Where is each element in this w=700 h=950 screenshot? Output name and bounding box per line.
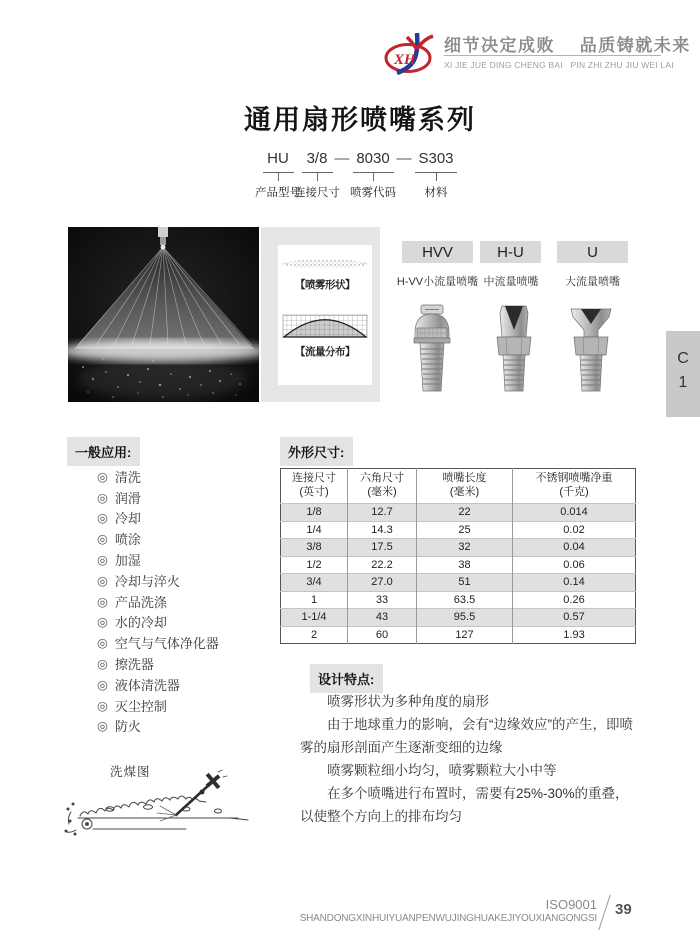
spray-info-card: [278, 245, 372, 385]
nozzle-desc-u: 大流量喷嘴: [565, 276, 620, 288]
page-number: 39: [615, 901, 632, 918]
header-slogan-pinyin: XI JIE JUE DING CHENG BAI PIN ZHI ZHU JIU WEI LAI: [444, 60, 674, 70]
list-item-label: 擦洗器: [114, 657, 154, 673]
list-item: [97, 653, 219, 674]
bullet-icon: ◎: [97, 553, 108, 568]
list-item-label: 加湿: [114, 553, 141, 569]
list-item: [97, 549, 219, 570]
table-row: 1-1/4 43 95.5 0.57: [281, 609, 636, 627]
code-connector-stem: [278, 172, 279, 181]
list-item-label: 清洗: [114, 469, 141, 485]
dimensions-heading: 外形尺寸:: [280, 437, 353, 466]
code-connector-stem: [317, 172, 318, 181]
list-item-label: 水的冷却: [114, 615, 167, 631]
list-item: [97, 695, 219, 716]
design-features-heading: 设计特点:: [310, 664, 383, 693]
applications-list: [97, 466, 219, 736]
table-row: 2 60 127 1.93: [281, 626, 636, 644]
table-row: 3/8 17.5 32 0.04: [281, 539, 636, 557]
model-code-product: HU: [267, 150, 289, 167]
table-row: 1 33 63.5 0.26: [281, 591, 636, 609]
header-slogan: 细节决定成败 品质铸就未来: [444, 36, 691, 55]
dimensions-table: [280, 468, 636, 644]
nozzle-type-u: U: [557, 241, 628, 263]
nozzle-image-hvv: [408, 303, 456, 395]
code-connector-stem: [373, 172, 374, 181]
list-item-label: 润滑: [114, 490, 141, 506]
bullet-icon: ◎: [97, 677, 108, 692]
list-item: [97, 716, 219, 737]
flow-distribution-label: 【流量分布】: [295, 346, 355, 358]
bullet-icon: ◎: [97, 469, 108, 484]
bullet-icon: ◎: [97, 573, 108, 588]
code-label-spray: 喷雾代码: [350, 187, 396, 199]
spray-shape-label: 【喷雾形状】: [295, 279, 355, 291]
spray-photo: [68, 227, 259, 402]
list-item-label: 冷却: [114, 511, 141, 527]
list-item: [97, 508, 219, 529]
iso-cert: ISO9001: [545, 897, 597, 912]
model-code-spray: 8030: [356, 150, 390, 167]
column-header: 连接尺寸 (英寸): [292, 472, 336, 498]
list-item-label: 冷却与淬火: [114, 573, 180, 589]
list-item: [97, 674, 219, 695]
bullet-icon: ◎: [97, 594, 108, 609]
illustration-label: 洗煤图: [110, 765, 151, 779]
table-header-row: [281, 469, 636, 504]
feature-line: 在多个喷嘴进行布置时，需要有25%-30%的重叠，以使整个方向上的排布均匀: [300, 786, 629, 824]
nozzle-desc-hvv: H-VV小流量喷嘴: [396, 276, 479, 288]
bullet-icon: ◎: [97, 615, 108, 630]
list-item: [97, 591, 219, 612]
company-name-pinyin: SHANDONGXINHUIYUANPENWUJINGHUAKEJIYOUXIANGONGSI: [299, 913, 597, 924]
list-item-label: 灭尘控制: [114, 698, 167, 714]
column-header: 六角尺寸 (毫米): [348, 469, 417, 504]
column-header: 不锈钢喷嘴净重 (千克): [513, 469, 636, 504]
list-item: [97, 570, 219, 591]
nozzle-image-u: [567, 303, 615, 395]
model-code-dash: —: [334, 150, 350, 167]
table-row: 1/4 14.3 25 0.02: [281, 521, 636, 539]
footer: [300, 897, 597, 924]
list-item: [97, 632, 219, 653]
page-title: 通用扇形喷嘴系列: [244, 105, 476, 135]
list-item: [97, 528, 219, 549]
code-label-size: 连接尺寸: [294, 187, 340, 199]
nozzle-desc-hu: 中流量喷嘴: [483, 276, 539, 288]
spray-shape-graphic: [282, 256, 368, 272]
svg-text:XH: XH: [394, 52, 416, 68]
coal-washing-illustration: [60, 768, 256, 872]
table-row: 1/8 12.7 22 0.014: [281, 504, 636, 522]
bullet-icon: ◎: [97, 490, 108, 505]
code-connector-stem: [436, 172, 437, 181]
feature-line: 喷雾颗粒细小均匀，喷雾颗粒大小中等: [327, 763, 557, 778]
flow-distribution-graphic: [282, 311, 368, 339]
nozzle-type-hu: H-U: [480, 241, 541, 263]
code-label-material: 材料: [424, 187, 448, 199]
bullet-icon: ◎: [97, 532, 108, 547]
list-item: [97, 466, 219, 487]
feature-line: 由于地球重力的影响，会有“边缘效应”的产生，即喷雾的扇形剖面产生逐渐变细的边缘: [300, 717, 633, 755]
list-item: [97, 487, 219, 508]
model-code-material: S303: [418, 150, 454, 167]
company-logo-icon: [383, 27, 441, 79]
list-item-label: 防火: [114, 719, 141, 735]
model-code-dash: —: [396, 150, 412, 167]
nozzle-type-hvv: HVV: [402, 241, 473, 263]
applications-heading: 一般应用:: [67, 437, 140, 466]
list-item: [97, 612, 219, 633]
code-label-product: 产品型号: [255, 187, 301, 199]
bullet-icon: ◎: [97, 636, 108, 651]
bullet-icon: ◎: [97, 657, 108, 672]
slogan-divider: [444, 55, 661, 56]
design-features-text: [300, 690, 636, 828]
model-code-size: 3/8: [306, 150, 328, 167]
chapter-tab-number: 1: [678, 374, 688, 391]
table-row: 1/2 22.2 38 0.06: [281, 556, 636, 574]
nozzle-image-hu: [490, 303, 538, 395]
bullet-icon: ◎: [97, 698, 108, 713]
bullet-icon: ◎: [97, 719, 108, 734]
list-item-label: 喷涂: [114, 532, 141, 548]
spray-info-panel: [261, 227, 380, 402]
footer-slash: [598, 895, 610, 930]
list-item-label: 产品洗涤: [114, 594, 167, 610]
feature-line: 喷雾形状为多种角度的扇形: [327, 694, 489, 709]
list-item-label: 空气与气体净化器: [114, 636, 219, 652]
table-row: 3/4 27.0 51 0.14: [281, 574, 636, 592]
bullet-icon: ◎: [97, 511, 108, 526]
chapter-tab: [666, 331, 700, 417]
column-header: 喷嘴长度 (毫米): [417, 469, 513, 504]
list-item-label: 液体清洗器: [114, 677, 180, 693]
chapter-tab-letter: C: [677, 350, 689, 367]
